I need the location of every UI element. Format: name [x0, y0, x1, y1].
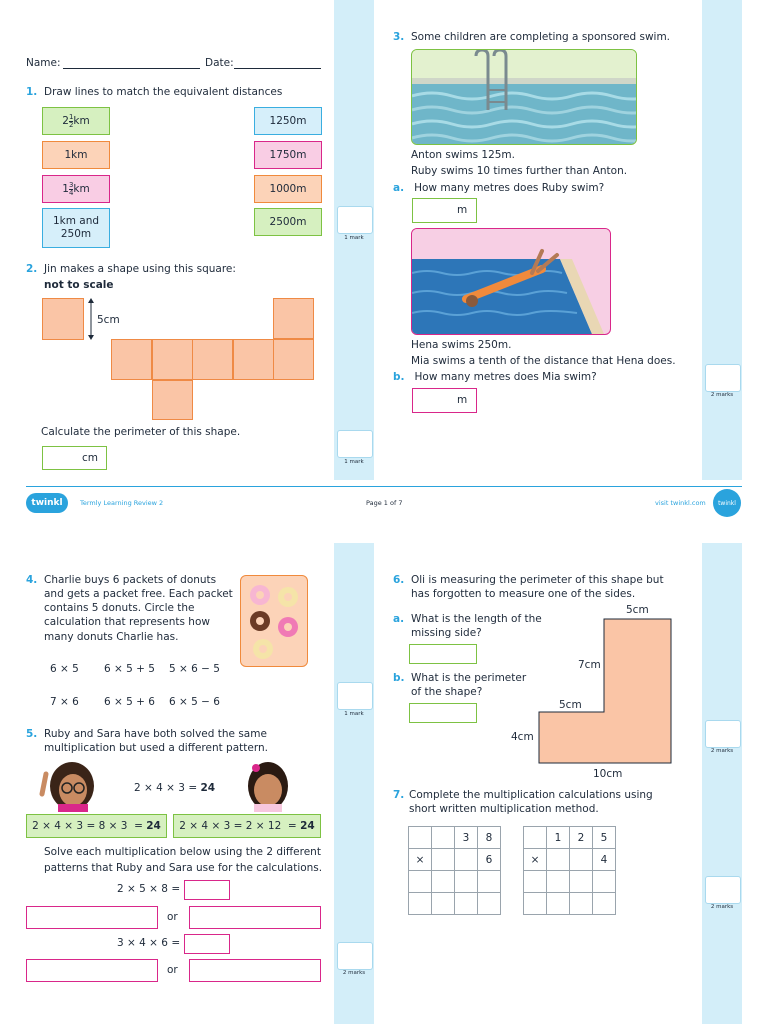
- q1-heading: [26, 86, 282, 98]
- q1-right-box-2[interactable]: [254, 141, 322, 169]
- q5-calc-2-answer[interactable]: [184, 934, 230, 954]
- q6b-line2: of the shape?: [411, 686, 483, 698]
- q2-shape-square: [233, 339, 274, 380]
- q4-line3: contains 5 donuts. Circle the: [44, 602, 195, 614]
- q5-calc-2: 3 × 4 × 6 =: [117, 937, 181, 949]
- name-label: Name:: [26, 57, 61, 69]
- q2-shape-square: [152, 380, 193, 420]
- q7-grid-1: [408, 826, 501, 915]
- twinkl-badge: [713, 489, 741, 517]
- ruby-method-box: [26, 814, 167, 838]
- q1-right-box-4[interactable]: [254, 208, 322, 236]
- q5-line2: multiplication but used a different pattern.: [44, 742, 268, 754]
- grid-cell[interactable]: [570, 849, 593, 871]
- q5-calc-2-ruby-box[interactable]: [26, 959, 158, 982]
- footer-page: Page 1 of 7: [366, 499, 403, 507]
- q2-dimension-label: 5cm: [97, 314, 120, 326]
- grid-cell[interactable]: [432, 849, 455, 871]
- pool-ladder-image: [411, 49, 637, 145]
- mark-box-q7[interactable]: [705, 876, 741, 904]
- mark-box-q5[interactable]: [337, 942, 373, 970]
- q3-line3: Hena swims 250m.: [411, 339, 512, 351]
- q1-left-3-unit: km: [73, 182, 90, 195]
- q6-line1: Oli is measuring the perimeter of this shape but: [411, 574, 664, 586]
- grid-cell[interactable]: [409, 893, 432, 915]
- grid-cell[interactable]: [432, 827, 455, 849]
- q6-dim-step: 5cm: [559, 699, 582, 711]
- q1-left-box-1[interactable]: [42, 107, 110, 135]
- donut-box-image: [240, 575, 308, 667]
- grid-cell[interactable]: [524, 871, 547, 893]
- q5-line1: Ruby and Sara have both solved the same: [44, 728, 267, 740]
- q6a-label: a.: [393, 613, 405, 625]
- q1-left-1-unit: km: [73, 114, 90, 127]
- q4-option-6[interactable]: 6 × 5 − 6: [169, 696, 220, 708]
- q2-shape-square: [273, 298, 314, 339]
- mark-strip-right-p2: [702, 543, 742, 1024]
- q3a-answer-box[interactable]: [412, 198, 477, 223]
- grid-cell[interactable]: [478, 871, 501, 893]
- mark-label-q3: 2 marks: [710, 392, 734, 398]
- q1-left-1-whole: 2: [62, 114, 69, 127]
- q3a-unit: m: [457, 204, 468, 216]
- grid-cell[interactable]: [547, 849, 570, 871]
- grid-cell: 5: [593, 827, 616, 849]
- grid-cell[interactable]: [478, 893, 501, 915]
- q3-line2: Ruby swims 10 times further than Anton.: [411, 165, 628, 177]
- grid-cell[interactable]: [409, 827, 432, 849]
- grid-cell: ×: [409, 849, 432, 871]
- q5-calc-1-sara-box[interactable]: [189, 906, 321, 929]
- q5-center-calc: [134, 782, 215, 794]
- grid-cell: 1: [547, 827, 570, 849]
- twinkl-logo-text: twinkl: [31, 498, 63, 508]
- q6-dim-bottom: 10cm: [593, 768, 623, 780]
- mark-label-q4: 1 mark: [344, 711, 364, 717]
- q6-l-shape: [538, 618, 672, 764]
- grid-cell: 2: [570, 827, 593, 849]
- q4-line2: and gets a packet free. Each packet: [44, 588, 233, 600]
- grid-cell[interactable]: [547, 893, 570, 915]
- q1-right-4-text: 2500m: [269, 215, 307, 228]
- q3-text: Some children are completing a sponsored swim.: [410, 31, 671, 43]
- grid-cell: 4: [593, 849, 616, 871]
- q5-center-calc-text: 2 × 4 × 3 =: [134, 782, 201, 794]
- q1-number: 1.: [26, 86, 38, 98]
- grid-cell[interactable]: [455, 871, 478, 893]
- q2-dimension-arrow: [88, 298, 94, 340]
- q3b-heading: [393, 371, 597, 383]
- mark-strip-right-p1: [702, 0, 742, 480]
- q1-left-box-2[interactable]: [42, 141, 110, 169]
- q5-instruction-2: patterns that Ruby and Sara use for the calculations.: [44, 862, 323, 874]
- q5-calc-1: 2 × 5 × 8 =: [117, 883, 181, 895]
- q5-or-1: or: [167, 911, 178, 923]
- q2-note: not to scale: [44, 279, 114, 291]
- q1-left-box-4[interactable]: [42, 208, 110, 248]
- q6-dim-top: 5cm: [626, 604, 649, 616]
- q2-shape-square: [111, 339, 152, 380]
- grid-cell[interactable]: [409, 871, 432, 893]
- q4-line5: many donuts Charlie has.: [44, 631, 179, 643]
- q3b-answer-box[interactable]: [412, 388, 477, 413]
- mark-box-q4[interactable]: [337, 682, 373, 710]
- q5-or-2: or: [167, 964, 178, 976]
- q1-left-box-3[interactable]: [42, 175, 110, 203]
- q2-number: 2.: [26, 263, 38, 275]
- grid-cell[interactable]: [570, 871, 593, 893]
- q2-unit: cm: [82, 452, 99, 464]
- grid-cell[interactable]: [524, 893, 547, 915]
- mark-label-q6: 2 marks: [710, 748, 734, 754]
- q6-dim-right-upper: 7cm: [578, 659, 601, 671]
- q7-number: 7.: [393, 789, 405, 801]
- twinkl-logo: [26, 493, 68, 513]
- grid-cell[interactable]: [593, 871, 616, 893]
- q1-left-3-whole: 1: [62, 182, 69, 195]
- q4-number: 4.: [26, 574, 38, 586]
- grid-cell[interactable]: [593, 893, 616, 915]
- mark-label-q1: 1 mark: [344, 235, 364, 241]
- twinkl-badge-text: twinkl: [718, 499, 736, 507]
- ruby-method-calc: 2 × 4 × 3 = 8 × 3 =: [32, 819, 147, 832]
- q2-text: Jin makes a shape using this square:: [43, 263, 236, 275]
- q1-right-1-text: 1250m: [269, 114, 307, 127]
- sara-method-answer: 24: [300, 819, 315, 832]
- q1-left-4-line1: 1km and: [52, 215, 100, 227]
- q3-heading: [393, 31, 670, 43]
- grid-cell[interactable]: [432, 893, 455, 915]
- q7-line2: short written multiplication method.: [409, 803, 599, 815]
- footer-title: Termly Learning Review 2: [80, 499, 164, 507]
- grid-cell[interactable]: [455, 893, 478, 915]
- grid-cell[interactable]: [524, 827, 547, 849]
- mark-box-q2[interactable]: [337, 430, 373, 458]
- date-field[interactable]: [234, 68, 321, 69]
- q4-option-1[interactable]: 6 × 5: [50, 663, 79, 675]
- q3a-text: How many metres does Ruby swim?: [414, 182, 605, 194]
- grid-cell: ×: [524, 849, 547, 871]
- diver-image: [411, 228, 611, 335]
- q6b-label: b.: [393, 672, 405, 684]
- q6a-line2: missing side?: [411, 627, 482, 639]
- q5-instruction-1: Solve each multiplication below using the 2 different: [44, 846, 321, 858]
- q6b-line1: What is the perimeter: [411, 672, 527, 684]
- q3b-text: How many metres does Mia swim?: [414, 371, 597, 383]
- grid-cell[interactable]: [570, 893, 593, 915]
- q6-line2: has forgotten to measure one of the sides.: [411, 588, 636, 600]
- q5-calc-1-ruby-box[interactable]: [26, 906, 158, 929]
- q3a-heading: [393, 182, 604, 194]
- q1-left-1-fraction: $\frac{1}{2}$: [68, 112, 74, 129]
- q4-option-5[interactable]: 6 × 5 + 6: [104, 696, 155, 708]
- q1-right-box-3[interactable]: [254, 175, 322, 203]
- q3-number: 3.: [393, 31, 405, 43]
- q1-text: Draw lines to match the equivalent distances: [43, 86, 283, 98]
- q4-option-2[interactable]: 6 × 5 + 5: [104, 663, 155, 675]
- sara-method-box: [173, 814, 321, 838]
- footer-line: [26, 486, 742, 487]
- q6a-answer-box[interactable]: [409, 644, 477, 664]
- q5-calc-1-answer[interactable]: [184, 880, 230, 900]
- q2-heading: [26, 263, 236, 275]
- q3b-unit: m: [457, 394, 468, 406]
- q4-line4: calculation that represents how: [44, 616, 210, 628]
- q5-calc-2-sara-box[interactable]: [189, 959, 321, 982]
- q7-line1: Complete the multiplication calculations using: [409, 789, 653, 801]
- q2-shape-square: [273, 339, 314, 380]
- q6b-answer-box[interactable]: [409, 703, 477, 723]
- footer-site[interactable]: visit twinkl.com: [655, 499, 706, 507]
- ruby-method-answer: 24: [146, 819, 161, 832]
- grid-cell[interactable]: [547, 871, 570, 893]
- q5-center-answer: 24: [200, 782, 216, 794]
- q1-left-4-line2: 250m: [60, 228, 92, 240]
- q1-right-3-text: 1000m: [269, 182, 307, 195]
- name-field[interactable]: [63, 68, 200, 69]
- q4-option-3[interactable]: 5 × 6 − 5: [169, 663, 220, 675]
- q4-option-4[interactable]: 7 × 6: [50, 696, 79, 708]
- grid-cell: 6: [478, 849, 501, 871]
- sara-avatar: [240, 760, 296, 812]
- mark-box-q6[interactable]: [705, 720, 741, 748]
- mark-box-q1[interactable]: [337, 206, 373, 234]
- ruby-avatar: [36, 760, 98, 812]
- mark-box-q3[interactable]: [705, 364, 741, 392]
- q1-left-3-fraction: $\frac{3}{4}$: [68, 180, 74, 197]
- q1-right-2-text: 1750m: [269, 148, 307, 161]
- q3-line4: Mia swims a tenth of the distance that Hena does.: [411, 355, 676, 367]
- q2-shape-square: [192, 339, 233, 380]
- q6-dim-left: 4cm: [511, 731, 534, 743]
- q2-prompt: Calculate the perimeter of this shape.: [41, 426, 241, 438]
- q2-shape-square: [152, 339, 193, 380]
- q1-right-box-1[interactable]: [254, 107, 322, 135]
- grid-cell[interactable]: [432, 871, 455, 893]
- q4-line1: Charlie buys 6 packets of donuts: [44, 574, 217, 586]
- grid-cell[interactable]: [455, 849, 478, 871]
- q3a-label: a.: [393, 182, 405, 194]
- grid-cell: 3: [455, 827, 478, 849]
- date-label: Date:: [205, 57, 234, 69]
- q1-left-2-text: 1km: [64, 148, 88, 161]
- mark-label-q5: 2 marks: [342, 970, 366, 976]
- q6-number: 6.: [393, 574, 405, 586]
- q7-grid-2: [523, 826, 616, 915]
- q3-line1: Anton swims 125m.: [411, 149, 515, 161]
- q3b-label: b.: [393, 371, 405, 383]
- sara-method-calc: 2 × 4 × 3 = 2 × 12 =: [179, 819, 301, 832]
- mark-label-q7: 2 marks: [710, 904, 734, 910]
- q5-number: 5.: [26, 728, 38, 740]
- grid-cell: 8: [478, 827, 501, 849]
- q6a-line1: What is the length of the: [411, 613, 542, 625]
- q2-single-square: [42, 298, 84, 340]
- mark-label-q2: 1 mark: [344, 459, 364, 465]
